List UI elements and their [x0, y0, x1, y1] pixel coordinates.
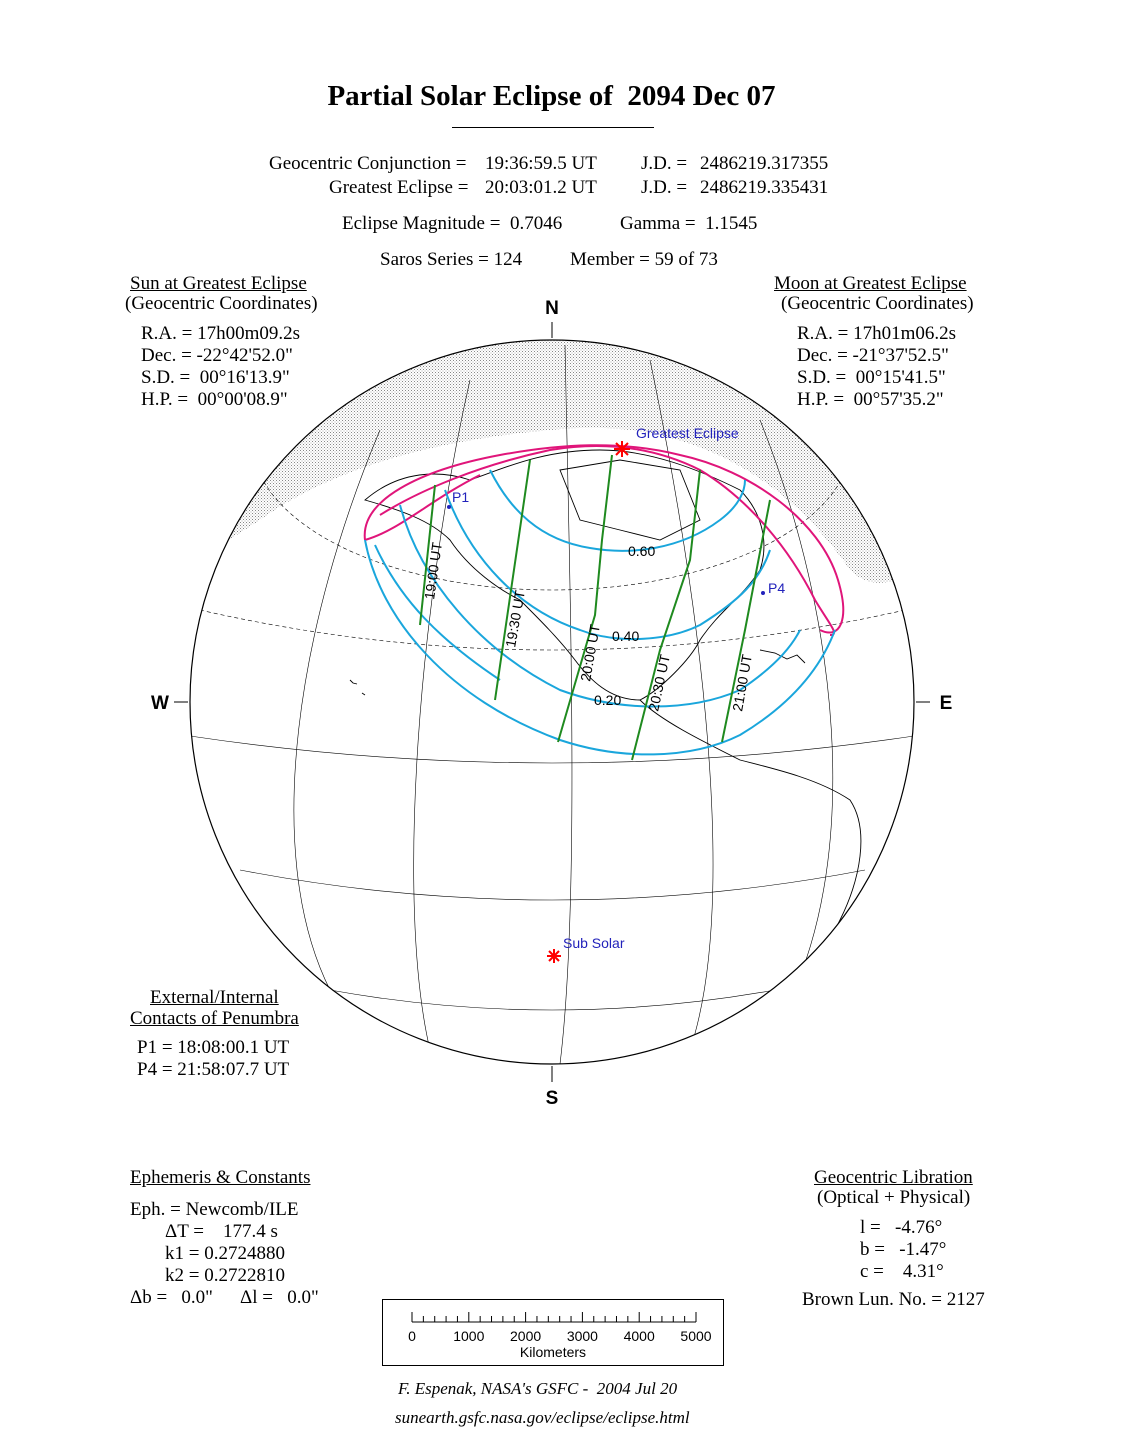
saros-member: Member = 59 of 73	[570, 249, 718, 270]
scale-tick-5000: 5000	[680, 1328, 712, 1344]
compass-south: S	[545, 1088, 559, 1109]
moon-sd: S.D. = 00°15'41.5"	[797, 367, 946, 388]
coastlines	[350, 450, 861, 1040]
libration-c: c = 4.31°	[860, 1261, 944, 1282]
ephemeris-heading: Ephemeris & Constants	[130, 1167, 311, 1188]
time-label-1930: 19:30 UT	[502, 589, 528, 649]
contacts-heading-2: Contacts of Penumbra	[130, 1008, 299, 1029]
compass-north: N	[545, 298, 559, 319]
contacts-heading-1: External/Internal	[150, 987, 279, 1008]
sun-hp: H.P. = 00°00'08.9"	[141, 389, 288, 410]
distance-scale	[382, 1299, 725, 1367]
sub-solar-marker	[547, 949, 561, 963]
credit-url: sunearth.gsfc.nasa.gov/eclipse/eclipse.html	[395, 1408, 690, 1427]
p4-dot	[761, 591, 765, 595]
ephemeris-delta-t: ΔT = 177.4 s	[165, 1221, 278, 1242]
scale-tick-0: 0	[408, 1328, 416, 1344]
magnitude-curves	[365, 470, 835, 754]
magnitude-label-020: 0.20	[594, 692, 622, 708]
libration-b: b = -1.47°	[860, 1239, 947, 1260]
p1-dot	[447, 505, 451, 509]
magnitude-label-060: 0.60	[628, 543, 656, 559]
moon-heading: Moon at Greatest Eclipse	[774, 273, 967, 294]
credit-author: F. Espenak, NASA's GSFC - 2004 Jul 20	[398, 1379, 678, 1398]
ephemeris-delta-b: Δb = 0.0"	[130, 1287, 213, 1308]
sun-subheading: (Geocentric Coordinates)	[125, 293, 318, 314]
sun-dec: Dec. = -22°42'52.0"	[141, 345, 293, 366]
gamma: Gamma = 1.1545	[620, 213, 758, 234]
compass-east: E	[939, 693, 953, 714]
ephemeris-k2: k2 = 0.2722810	[165, 1265, 285, 1286]
conjunction-label: Geocentric Conjunction =	[269, 153, 467, 174]
scale-tick-1000: 1000	[453, 1328, 485, 1344]
greatest-eclipse-marker	[614, 441, 630, 457]
sun-heading: Sun at Greatest Eclipse	[130, 273, 307, 294]
time-label-2100: 21:00 UT	[729, 653, 755, 713]
moon-hp: H.P. = 00°57'35.2"	[797, 389, 944, 410]
libration-subheading: (Optical + Physical)	[817, 1187, 971, 1208]
magnitude-label-040: 0.40	[612, 628, 640, 644]
saros-series: Saros Series = 124	[380, 249, 523, 270]
conjunction-jd: 2486219.317355	[700, 153, 829, 174]
ephemeris-delta-l: Δl = 0.0"	[240, 1287, 319, 1308]
greatest-eclipse-jd-label: J.D. =	[641, 177, 688, 198]
scale-tick-3000: 3000	[566, 1328, 598, 1344]
conjunction-time: 19:36:59.5 UT	[485, 153, 597, 174]
scale-unit: Kilometers	[519, 1344, 587, 1360]
moon-ra: R.A. = 17h01m06.2s	[797, 323, 957, 344]
sun-ra: R.A. = 17h00m09.2s	[141, 323, 301, 344]
time-label-1900: 19:00 UT	[421, 541, 445, 601]
contact-p4: P4 = 21:58:07.7 UT	[137, 1059, 290, 1080]
eclipse-magnitude: Eclipse Magnitude = 0.7046	[342, 213, 563, 234]
compass-west: W	[151, 693, 169, 714]
sub-solar-label: Sub Solar	[563, 935, 625, 951]
contact-p1: P1 = 18:08:00.1 UT	[137, 1037, 290, 1058]
libration-l: l = -4.76°	[860, 1217, 943, 1238]
greatest-eclipse-time: 20:03:01.2 UT	[485, 177, 597, 198]
scale-tick-2000: 2000	[510, 1328, 542, 1344]
p4-label: P4	[768, 580, 786, 596]
greatest-eclipse-label: Greatest Eclipse	[636, 425, 739, 441]
time-label-2030: 20:30 UT	[645, 652, 673, 713]
p1-label: P1	[452, 489, 470, 505]
ephemeris-k1: k1 = 0.2724880	[165, 1243, 285, 1264]
conjunction-jd-label: J.D. =	[641, 153, 688, 174]
scale-tick-4000: 4000	[623, 1328, 655, 1344]
time-lines	[420, 455, 770, 760]
compass-ticks	[174, 322, 930, 1082]
greatest-eclipse-jd: 2486219.335431	[700, 177, 829, 198]
greatest-eclipse-label: Greatest Eclipse =	[329, 177, 469, 198]
moon-subheading: (Geocentric Coordinates)	[781, 293, 974, 314]
moon-dec: Dec. = -21°37'52.5"	[797, 345, 949, 366]
ephemeris-eph: Eph. = Newcomb/ILE	[130, 1199, 299, 1220]
time-label-2000: 20:00 UT	[577, 623, 603, 683]
page-title: Partial Solar Eclipse of 2094 Dec 07	[327, 80, 776, 112]
sun-sd: S.D. = 00°16'13.9"	[141, 367, 290, 388]
libration-heading: Geocentric Libration	[814, 1167, 973, 1188]
brown-lunation: Brown Lun. No. = 2127	[802, 1289, 985, 1310]
